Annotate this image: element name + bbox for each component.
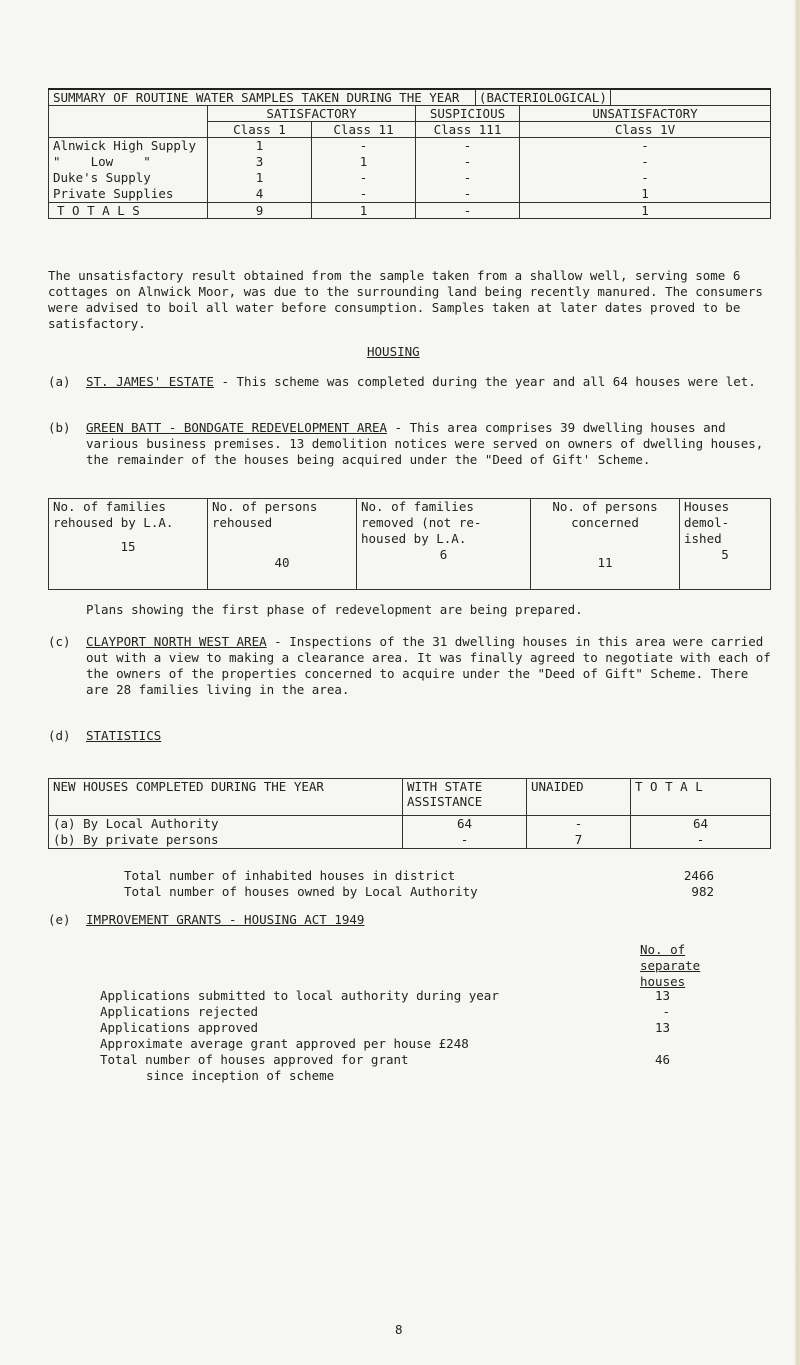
list-item (100, 1068, 670, 1084)
grant-value: - (662, 1004, 670, 1019)
list-item (100, 1004, 670, 1020)
list-item (124, 868, 714, 884)
cell-value: - (460, 832, 469, 847)
cell-value: - (641, 138, 649, 153)
section-text: - This area comprises 39 dwelling houses and various business premises. 13 demolition notices were served on owners of dwelling houses, the remainder of the houses being acquired under the "Deed of Gift' Scheme. (86, 420, 764, 467)
grants-col-header: No. of separate houses (640, 942, 701, 989)
water-table-title-cell (49, 89, 771, 106)
group-header-suspicious: SUSPICIOUS (416, 106, 520, 122)
cell-value: - (574, 816, 583, 831)
col-header: No. of families rehoused by L.A. (53, 499, 174, 530)
section-title: GREEN BATT - BONDGATE REDEVELOPMENT AREA (86, 420, 388, 435)
cell-value: 7 (574, 832, 583, 847)
col-header: Houses demol-ished (684, 499, 730, 546)
cell-value: - (463, 186, 472, 201)
row-label: (a) By Local Authority (53, 816, 219, 831)
cell-value: 64 (456, 816, 473, 831)
cell-value: 15 (120, 539, 136, 554)
cell-value: - (641, 170, 649, 185)
section-text: - This scheme was completed during the year and all 64 houses were let. (213, 374, 756, 389)
grant-value: 13 (654, 1020, 670, 1035)
plans-note: Plans showing the first phase of redevelopment are being prepared. (86, 602, 583, 617)
table-row (49, 138, 771, 203)
cell-value: - (463, 170, 472, 185)
cell-value: - (359, 170, 368, 185)
col-header: No. of persons rehoused (212, 499, 318, 530)
col-header: T O T A L (631, 779, 771, 816)
col-header: No. of families removed (not re-housed by L.A. (361, 499, 482, 546)
list-item (100, 1052, 670, 1068)
grant-label: since inception of scheme (146, 1068, 335, 1083)
cell-value: - (359, 138, 368, 153)
grant-value: 46 (654, 1052, 670, 1067)
cell-value: - (463, 138, 472, 153)
class-header-2: Class 11 (312, 122, 416, 138)
cell-value: - (696, 832, 705, 847)
water-note: The unsatisfactory result obtained from the sample taken from a shallow well, serving some 6 cottages on Alnwick Moor, was due to the surrounding land being recently manured. The consumers were advised to boil all water before consumption. Samples taken at later dates proved to be satisfactory. (48, 268, 763, 331)
list-item (124, 884, 714, 900)
page-edge-shadow (794, 0, 800, 1365)
cell-value: 1 (255, 138, 264, 153)
cell-value: 1 (255, 170, 264, 185)
grant-label: Applications submitted to local authority during year (100, 988, 499, 1003)
water-table-title: SUMMARY OF ROUTINE WATER SAMPLES TAKEN DURING THE YEAR (53, 90, 460, 105)
section-c (48, 634, 773, 698)
cell-value: 3 (255, 154, 264, 169)
class-header-3: Class 111 (416, 122, 520, 138)
totals-label: T O T A L S (49, 203, 208, 219)
list-item (100, 988, 670, 1004)
cell-value: - (359, 186, 368, 201)
col-header: WITH STATE ASSISTANCE (403, 779, 527, 816)
group-header-satisfactory: SATISFACTORY (208, 106, 416, 122)
section-label: (a) (48, 374, 71, 389)
grant-label: Approximate average grant approved per house £248 (100, 1036, 469, 1051)
cell-value: 5 (721, 547, 729, 562)
stats-list (124, 868, 714, 900)
water-table-title-tag: (BACTERIOLOGICAL) (475, 89, 611, 106)
cell-value: - (641, 154, 649, 169)
page-number: 8 (395, 1322, 403, 1337)
list-item (100, 1020, 670, 1036)
cell-value: 40 (274, 555, 290, 570)
class-header-4: Class 1V (520, 122, 771, 138)
water-samples-table (48, 88, 771, 219)
section-title: IMPROVEMENT GRANTS - HOUSING ACT 1949 (86, 912, 365, 927)
stat-label: Total number of inhabited houses in district (124, 868, 456, 883)
cell-value: 11 (597, 555, 613, 570)
section-title: CLAYPORT NORTH WEST AREA (86, 634, 267, 649)
table-row (49, 816, 771, 849)
rehousing-table (48, 498, 771, 590)
grant-label: Applications approved (100, 1020, 259, 1035)
section-title: STATISTICS (86, 728, 162, 743)
cell-value: 1 (520, 203, 771, 219)
grant-value: 13 (654, 988, 670, 1003)
cell-value: 1 (359, 154, 368, 169)
housing-heading: HOUSING (367, 344, 420, 359)
cell-value: 64 (692, 816, 709, 831)
cell-value: 1 (312, 203, 416, 219)
stat-label: Total number of houses owned by Local Authority (124, 884, 478, 899)
class-header-1: Class 1 (208, 122, 312, 138)
section-text: - Inspections of the 31 dwelling houses in this area were carried out with a view to making a clearance area. It was finally agreed to negotiate with each of the owners of the properties concerned to acquire under the "Deed of Gift" Scheme. There are 28 families living in the area. (86, 634, 771, 697)
list-item (100, 1036, 670, 1052)
section-label: (b) (48, 420, 71, 435)
cell-value: - (463, 154, 472, 169)
row-label: Duke's Supply (53, 170, 151, 185)
section-label: (d) (48, 728, 71, 743)
col-header: UNAIDED (527, 779, 631, 816)
section-a (48, 374, 773, 390)
row-label: " Low " (53, 154, 151, 169)
grants-list (100, 988, 670, 1084)
grant-label: Applications rejected (100, 1004, 259, 1019)
section-e (48, 912, 773, 928)
row-label: Alnwick High Supply (53, 138, 196, 153)
section-label: (c) (48, 634, 71, 649)
totals-row (49, 203, 771, 219)
cell-value: 1 (641, 186, 649, 201)
col-header: NEW HOUSES COMPLETED DURING THE YEAR (49, 779, 403, 816)
cell-value: 9 (208, 203, 312, 219)
section-title: ST. JAMES' ESTATE (86, 374, 214, 389)
row-label: (b) By private persons (53, 832, 219, 847)
cell-value: - (416, 203, 520, 219)
cell-value: 4 (255, 186, 264, 201)
section-d (48, 728, 773, 744)
stat-value: 982 (691, 884, 714, 899)
section-label: (e) (48, 912, 71, 927)
col-header: No. of persons concerned (552, 499, 658, 530)
statistics-table (48, 778, 771, 849)
grant-label: Total number of houses approved for grant (100, 1052, 409, 1067)
group-header-unsatisfactory: UNSATISFACTORY (520, 106, 771, 122)
cell-value: 6 (439, 547, 448, 562)
stat-value: 2466 (683, 868, 714, 883)
row-label: Private Supplies (53, 186, 174, 201)
section-b (48, 420, 773, 468)
